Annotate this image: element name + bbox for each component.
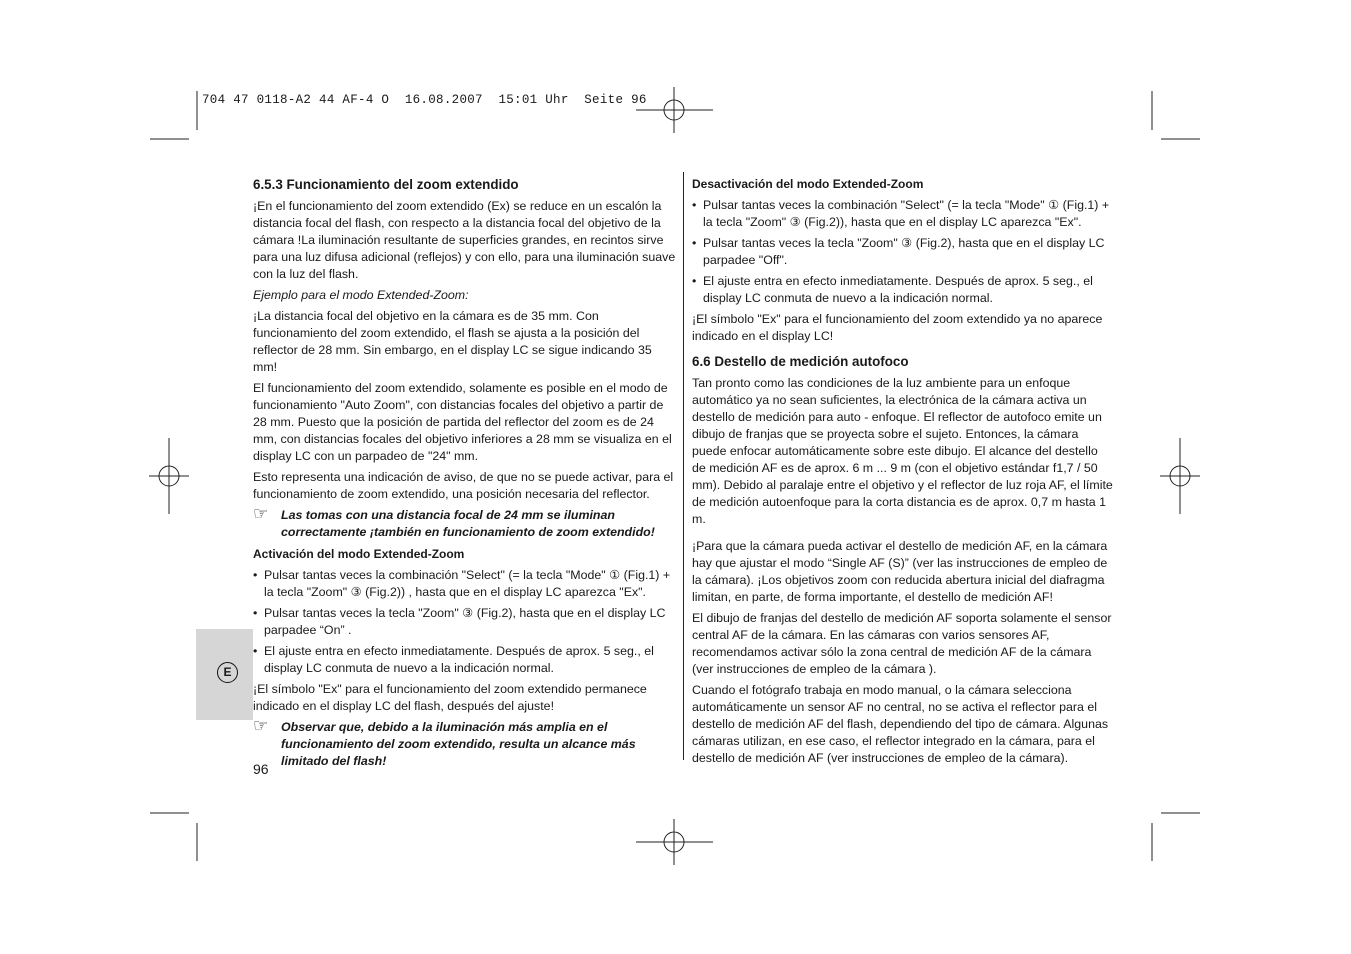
list-item: • El ajuste entra en efecto inmediatamente. Después de aprox. 5 seg., el display LC conmuta de nuevo a la indicación normal. [692, 273, 1114, 307]
paragraph: ¡El símbolo "Ex" para el funcionamiento del zoom extendido ya no aparece indicado en el display LC! [692, 312, 1103, 343]
paragraph: Cuando el fotógrafo trabaja en modo manual, o la cámara selecciona automáticamente un sensor AF no central, no se activa el reflector para el destello de medición AF del flash, dependiendo del tipo de cámara. Algunas cámaras utilizan, en ese caso, el reflector integrado en la cámara, para el destello de medición AF (ver instrucciones de empleo de la cámara). [692, 683, 1109, 765]
paragraph: El funcionamiento del zoom extendido, solamente es posible en el modo de funcionamiento "Auto Zoom", con distancias focales del objetivo a partir de 28 mm. Puesto que la posición de partida del reflector del zoom es de 24 mm, con distancias focales del objetivo inferiores a 28 mm se visualiza en el display LC con un parpadeo de "24" mm. [253, 381, 672, 463]
list-item: • Pulsar tantas veces la combinación "Select" (= la tecla "Mode" ① (Fig.1) + la tecla "Zoom" ③ (Fig.2)) , hasta que en el display LC aparezca "Ex". [253, 567, 678, 601]
note [253, 716, 678, 770]
note-text: Las tomas con una distancia focal de 24 mm se iluminan correctamente ¡también en funcionamiento de zoom extendido! [281, 508, 655, 539]
paragraph: Tan pronto como las condiciones de la luz ambiente para un enfoque automático ya no sean suficientes, la electrónica de la cámara activa un destello de medición para auto - enfoque. El reflector de autofoco emite un dibujo de franjas que se proyecta sobre el sujeto. Entonces, la cámara puede enfocar automáticamente sobre este dibujo. El alcance del destello de medición AF es de aprox. 6 m ... 9 m (con el objetivo estándar f1,7 / 50 mm). Debido al paralaje entre el objetivo y el reflector de luz roja AF, el límite de medición autoenfoque para la corta distancia es de aprox. 0,7 m hasta 1 m. [692, 376, 1113, 526]
pointing-hand-icon: ☞ [253, 716, 269, 735]
language-side-tab [196, 629, 253, 720]
column-divider [683, 172, 684, 760]
bullet-list [692, 197, 1114, 307]
subheading-activacion: Activación del modo Extended-Zoom [253, 547, 465, 561]
section-heading-destello: 6.6 Destello de medición autofoco [692, 354, 909, 369]
paragraph: Esto representa una indicación de aviso, de que no se puede activar, para el funcionamiento de zoom extendido, una posición necesaria del reflector. [253, 470, 674, 501]
pointing-hand-icon: ☞ [253, 504, 269, 523]
note [253, 504, 678, 541]
registration-mark-right [1160, 438, 1200, 514]
list-item: • El ajuste entra en efecto inmediatamente. Después de aprox. 5 seg., el display LC conmuta de nuevo a la indicación normal. [253, 643, 678, 677]
section-heading-zoom-extendido: 6.5.3 Funcionamiento del zoom extendido [253, 177, 519, 192]
right-column [692, 176, 1114, 771]
list-item: • Pulsar tantas veces la tecla "Zoom" ③ (Fig.2), hasta que en el display LC parpadee “On” . [253, 605, 678, 639]
paragraph: ¡Para que la cámara pueda activar el destello de medición AF, en la cámara hay que ajustar el modo “Single AF (S)” (ver las instrucciones de empleo de la cámara). ¡Los objetivos zoom con reducida abertura inicial del diafragma limitan, en parte, de forma importante, el destello de medición AF! [692, 539, 1108, 604]
left-column [253, 176, 678, 775]
paragraph: ¡El símbolo "Ex" para el funcionamiento del zoom extendido permanece indicado en el display LC del flash, después del ajuste! [253, 682, 647, 713]
page-number: 96 [253, 761, 269, 777]
print-slug-line: 704 47 0118-A2 44 AF-4 O 16.08.2007 15:01 Uhr Seite 96 [202, 93, 647, 107]
example-label: Ejemplo para el modo Extended-Zoom: [253, 288, 469, 302]
language-badge: E [217, 662, 238, 683]
registration-mark-top [636, 87, 713, 133]
note-text: Observar que, debido a la iluminación más amplia en el funcionamiento del zoom extendido, resulta un alcance más limitado del flash! [281, 720, 636, 768]
list-item: • Pulsar tantas veces la tecla "Zoom" ③ (Fig.2), hasta que en el display LC parpadee "Off". [692, 235, 1114, 269]
list-item: • Pulsar tantas veces la combinación "Select" (= la tecla "Mode" ① (Fig.1) + la tecla "Zoom" ③ (Fig.2)), hasta que en el display LC aparezca "Ex". [692, 197, 1114, 231]
registration-mark-left [149, 438, 189, 514]
bullet-list [253, 567, 678, 677]
subheading-desactivacion: Desactivación del modo Extended-Zoom [692, 177, 924, 191]
paragraph: ¡La distancia focal del objetivo en la cámara es de 35 mm. Con funcionamiento del zoom extendido, el flash se ajusta a la posición del reflector de 28 mm. Sin embargo, en el display LC se sigue indicando 35 mm! [253, 309, 652, 374]
registration-mark-bottom [636, 819, 713, 865]
paragraph: El dibujo de franjas del destello de medición AF soporta solamente el sensor central AF de la cámara. En las cámaras con varios sensores AF, recomendamos activar sólo la zona central de medición AF de la cámara (ver instrucciones de empleo de la cámara ). [692, 611, 1112, 676]
paragraph: ¡En el funcionamiento del zoom extendido (Ex) se reduce en un escalón la distancia focal del flash, con respecto a la distancia focal del objetivo de la cámara !La iluminación resultante de superficies grandes, en recintos sirve para una luz difusa adicional (reflejos) y con ello, para una iluminación suave con la luz del flash. [253, 199, 676, 281]
